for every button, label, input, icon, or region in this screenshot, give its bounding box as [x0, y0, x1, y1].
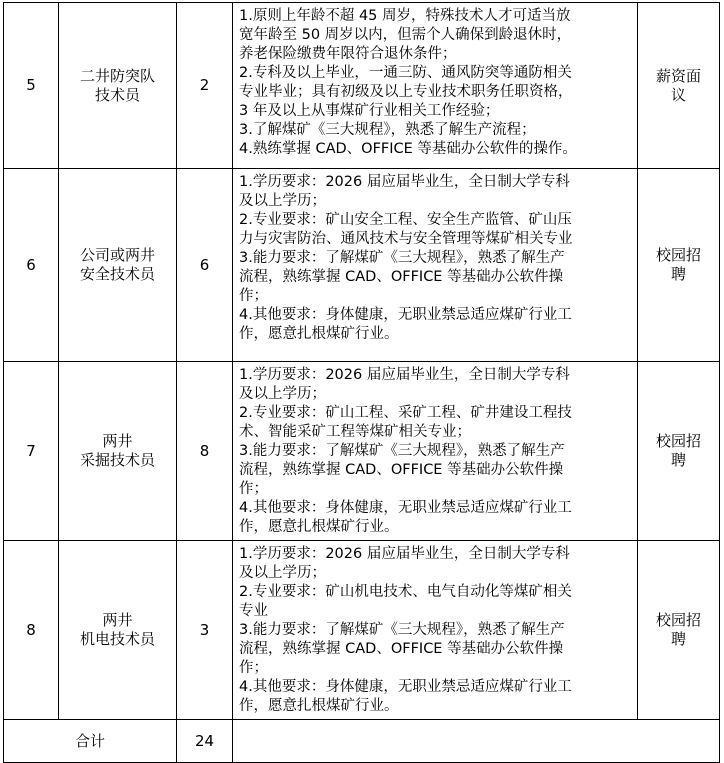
- requirement-line: 3.能力要求：了解煤矿《三大规程》，熟悉了解生产: [239, 250, 565, 266]
- requirement-line: 作，愿意扎根煤矿行业。: [239, 519, 399, 535]
- requirement-line: 流程，熟练掌握 CAD、OFFICE 等基础办公软件操: [239, 462, 564, 478]
- recruit-method: [638, 169, 720, 362]
- requirement-line: 2.专业要求：矿山安全工程、安全生产监管、矿山压: [239, 212, 572, 228]
- requirement-line: 2.专科及以上毕业，一通三防、通风防突等通防相关: [239, 65, 572, 81]
- requirement-line: 宽年龄至 50 周岁以内，但需个人确保到龄退休时，: [239, 27, 572, 43]
- requirement-line: 4.其他要求：身体健康，无职业禁忌适应煤矿行业工: [239, 307, 572, 323]
- recruit-method-text: 校园招聘: [655, 246, 701, 283]
- table-row: [4, 169, 720, 362]
- total-empty-cell: [233, 720, 720, 763]
- requirements: [233, 169, 638, 362]
- requirement-line: 2.专业要求：矿山工程、采矿工程、矿井建设工程技: [239, 405, 572, 421]
- position-line: 采掘技术员: [79, 451, 155, 469]
- position-line: 两井: [102, 611, 133, 629]
- recruitment-table: [3, 2, 720, 763]
- position-name: [59, 362, 177, 541]
- headcount: 8: [177, 362, 233, 541]
- requirement-line: 3.能力要求：了解煤矿《三大规程》，熟悉了解生产: [239, 443, 565, 459]
- requirement-line: 4.其他要求：身体健康，无职业禁忌适应煤矿行业工: [239, 679, 572, 695]
- headcount: 3: [177, 541, 233, 720]
- requirement-line: 2.专业要求：矿山机电技术、电气自动化等煤矿相关: [239, 584, 572, 600]
- requirements: [233, 541, 638, 720]
- requirement-line: 作；: [239, 288, 268, 304]
- requirement-line: 作，愿意扎根煤矿行业。: [239, 698, 399, 714]
- headcount: 6: [177, 169, 233, 362]
- requirement-line: 作；: [239, 660, 268, 676]
- recruit-method: [638, 3, 720, 169]
- total-count: 24: [177, 720, 233, 763]
- position-line: 技术员: [94, 85, 140, 104]
- total-row: [4, 720, 720, 763]
- requirement-line: 作，愿意扎根煤矿行业。: [239, 326, 399, 342]
- requirement-line: 及以上学历；: [239, 565, 326, 581]
- recruit-method-text: 薪资面议: [655, 66, 701, 104]
- requirement-line: 1.学历要求：2026 届应届毕业生，全日制大学专科: [239, 546, 570, 562]
- table-row: [4, 362, 720, 541]
- requirement-line: 4.熟练掌握 CAD、OFFICE 等基础办公软件的操作。: [239, 141, 577, 157]
- recruit-method: [638, 541, 720, 720]
- recruit-method: [638, 362, 720, 541]
- row-number: 5: [4, 3, 59, 169]
- position-line: 两井: [102, 432, 133, 450]
- requirement-line: 养老保险缴费年限符合退休条件；: [239, 46, 457, 62]
- requirement-line: 3 年及以上从事煤矿行业相关工作经验；: [239, 103, 500, 119]
- position-name: [59, 3, 177, 169]
- requirement-line: 1.学历要求：2026 届应届毕业生，全日制大学专科: [239, 174, 570, 190]
- position-line: 公司或两井: [79, 246, 155, 264]
- requirements: [233, 362, 638, 541]
- requirement-line: 4.其他要求：身体健康，无职业禁忌适应煤矿行业工: [239, 500, 572, 516]
- position-line: 机电技术员: [79, 630, 155, 648]
- requirement-line: 力与灾害防治、通风技术与安全管理等煤矿相关专业: [239, 231, 573, 247]
- position-line: 二井防突队: [79, 66, 155, 85]
- recruit-method-text: 校园招聘: [655, 611, 701, 648]
- row-number: 6: [4, 169, 59, 362]
- position-name: [59, 541, 177, 720]
- row-number: 8: [4, 541, 59, 720]
- requirement-line: 及以上学历；: [239, 193, 326, 209]
- table-row: [4, 3, 720, 169]
- total-label: 合计: [4, 720, 177, 763]
- position-name: [59, 169, 177, 362]
- table-body: [4, 3, 720, 763]
- requirement-line: 术、智能采矿工程等煤矿相关专业；: [239, 424, 471, 440]
- requirement-line: 及以上学历；: [239, 386, 326, 402]
- requirement-line: 1.原则上年龄不超 45 周岁，特殊技术人才可适当放: [239, 8, 571, 24]
- requirements: [233, 3, 638, 169]
- table-row: [4, 541, 720, 720]
- requirement-line: 专业毕业；具有初级及以上专业技术职务任职资格，: [239, 84, 573, 100]
- requirement-line: 作；: [239, 481, 268, 497]
- requirement-line: 3.能力要求：了解煤矿《三大规程》，熟悉了解生产: [239, 622, 565, 638]
- position-line: 安全技术员: [79, 265, 155, 283]
- requirement-line: 1.学历要求：2026 届应届毕业生，全日制大学专科: [239, 367, 570, 383]
- requirement-line: 3.了解煤矿《三大规程》，熟悉了解生产流程；: [239, 122, 536, 138]
- requirement-line: 流程，熟练掌握 CAD、OFFICE 等基础办公软件操: [239, 269, 564, 285]
- headcount: 2: [177, 3, 233, 169]
- requirement-line: 专业: [239, 603, 268, 619]
- requirement-line: 流程，熟练掌握 CAD、OFFICE 等基础办公软件操: [239, 641, 564, 657]
- row-number: 7: [4, 362, 59, 541]
- recruit-method-text: 校园招聘: [655, 432, 701, 469]
